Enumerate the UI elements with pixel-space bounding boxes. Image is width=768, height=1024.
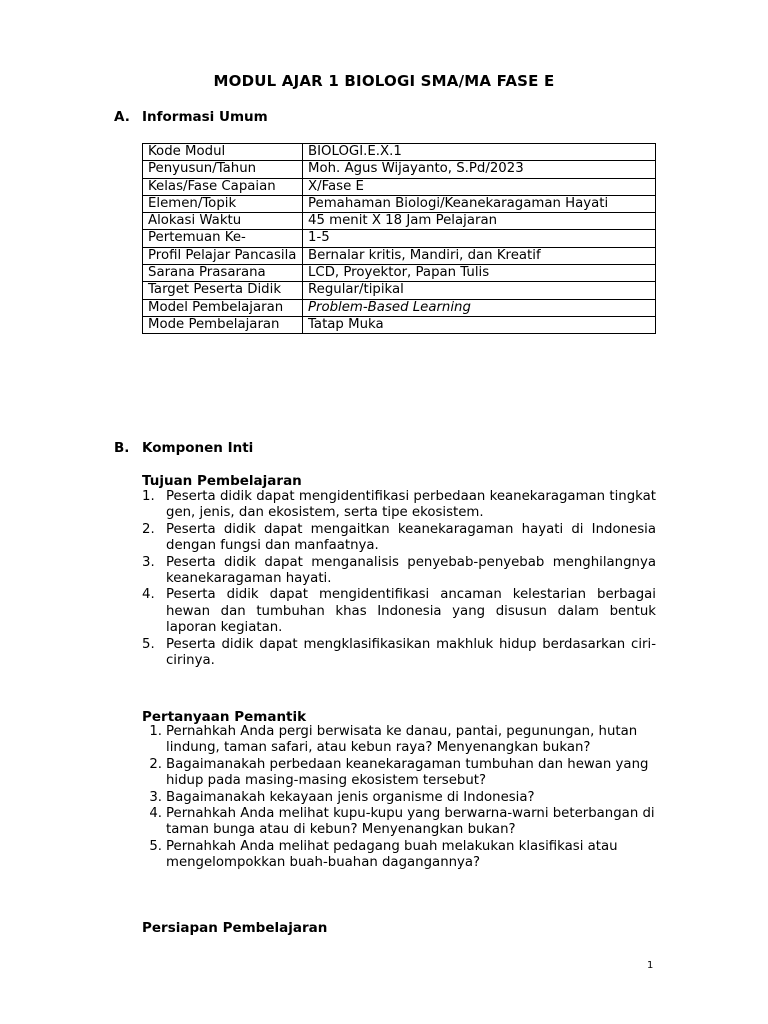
table-key: Pertemuan Ke- — [143, 230, 303, 247]
section-b-letter: B. — [114, 440, 130, 456]
table-key: Profil Pelajar Pancasila — [143, 247, 303, 264]
table-key: Mode Pembelajaran — [143, 316, 303, 333]
list-item-text: Peserta didik dapat mengidentifikasi perbedaan keanekaragaman tingkat gen, jenis, dan ekosistem, serta tipe ekosistem. — [166, 489, 656, 521]
table-row — [143, 265, 656, 282]
table-row — [143, 213, 656, 230]
list-item-text: Pernahkah Anda melihat pedagang buah melakukan klasifikasi atau mengelompokkan buah-buahan dagangannya? — [166, 838, 618, 871]
table-value: Moh. Agus Wijayanto, S.Pd/2023 — [303, 161, 656, 178]
pemantik-list — [142, 724, 656, 872]
table-key: Penyusun/Tahun — [143, 161, 303, 178]
table-value: Pemahaman Biologi/Keanekaragaman Hayati — [303, 195, 656, 212]
list-item: 4. Peserta didik dapat mengidentifikasi ancaman kelestarian berbagai hewan dan tumbuhan khas Indonesia yang disusun dalam bentuk laporan kegiatan. — [142, 587, 656, 636]
table-value: Bernalar kritis, Mandiri, dan Kreatif — [303, 247, 656, 264]
table-row — [143, 144, 656, 161]
table-value: BIOLOGI.E.X.1 — [303, 144, 656, 161]
table-key: Model Pembelajaran — [143, 299, 303, 316]
list-item-text: Bagaimanakah kekayaan jenis organisme di Indonesia? — [166, 789, 535, 805]
table-row — [143, 247, 656, 264]
list-item: 5. Pernahkah Anda melihat pedagang buah melakukan klasifikasi atau mengelompokkan buah-buahan dagangannya? — [149, 838, 618, 871]
list-item-text: Peserta didik dapat mengidentifikasi ancaman kelestarian berbagai hewan dan tumbuhan khas Indonesia yang disusun dalam bentuk laporan kegiatan. — [166, 587, 656, 636]
list-item: 1. Pernahkah Anda pergi berwisata ke danau, pantai, pegunungan, hutan lindung, taman safari, atau kebun raya? Menyenangkan bukan? — [149, 724, 638, 756]
section-a-heading — [114, 109, 268, 125]
table-value — [303, 299, 656, 316]
list-item-text: Pernahkah Anda pergi berwisata ke danau, pantai, pegunungan, hutan lindung, taman safari, atau kebun raya? Menyenangkan bukan? — [166, 724, 638, 756]
list-item-text: Peserta didik dapat mengaitkan keanekaragaman hayati di Indonesia dengan fungsi dan manfaatnya. — [166, 521, 656, 554]
table-row — [143, 230, 656, 247]
list-item: 1. Peserta didik dapat mengidentifikasi perbedaan keanekaragaman tingkat gen, jenis, dan ekosistem, serta tipe ekosistem. — [142, 489, 656, 521]
section-b-title: Komponen Inti — [142, 440, 254, 456]
list-item-text: Pernahkah Anda melihat kupu-kupu yang berwarna-warni beterbangan di taman bunga atau di kebun? Menyenangkan bukan? — [166, 806, 655, 838]
table-row — [143, 282, 656, 299]
table-value: Regular/tipikal — [303, 282, 656, 299]
table-row — [143, 195, 656, 212]
table-row — [143, 316, 656, 333]
table-value: LCD, Proyektor, Papan Tulis — [303, 265, 656, 282]
tujuan-heading: Tujuan Pembelajaran — [142, 473, 302, 489]
table-key: Elemen/Topik — [143, 195, 303, 212]
table-value: 45 menit X 18 Jam Pelajaran — [303, 213, 656, 230]
list-item: 5. Peserta didik dapat mengklasifikasikan makhluk hidup berdasarkan ciri-cirinya. — [142, 636, 656, 669]
list-item: 4. Pernahkah Anda melihat kupu-kupu yang berwarna-warni beterbangan di taman bunga atau di kebun? Menyenangkan bukan? — [149, 806, 655, 838]
list-item: 3. Bagaimanakah kekayaan jenis organisme di Indonesia? — [149, 789, 535, 805]
section-b-heading — [114, 440, 253, 456]
table-value: X/Fase E — [303, 178, 656, 195]
table-value-italic: Problem-Based Learning — [308, 299, 471, 315]
info-table — [142, 143, 656, 334]
table-row — [143, 299, 656, 316]
persiapan-heading: Persiapan Pembelajaran — [142, 920, 328, 936]
table-key: Kode Modul — [143, 144, 303, 161]
list-item: 2. Bagaimanakah perbedaan keanekaragaman tumbuhan dan hewan yang hidup pada masing-masing ekosistem tersebut? — [149, 756, 649, 789]
table-key: Target Peserta Didik — [143, 282, 303, 299]
table-key: Sarana Prasarana — [143, 265, 303, 282]
list-item: 3. Peserta didik dapat menganalisis penyebab-penyebab menghilangnya keanekaragaman hayati. — [142, 554, 656, 587]
list-item-text: Peserta didik dapat menganalisis penyebab-penyebab menghilangnya keanekaragaman hayati. — [166, 554, 656, 587]
section-a-title: Informasi Umum — [142, 109, 268, 125]
table-row — [143, 161, 656, 178]
page-number: 1 — [647, 960, 654, 971]
document-title: MODUL AJAR 1 BIOLOGI SMA/MA FASE E — [213, 72, 555, 90]
list-item: 2. Peserta didik dapat mengaitkan keanekaragaman hayati di Indonesia dengan fungsi dan manfaatnya. — [142, 521, 656, 554]
table-row — [143, 178, 656, 195]
table-key: Kelas/Fase Capaian — [143, 178, 303, 195]
list-item-text: Peserta didik dapat mengklasifikasikan makhluk hidup berdasarkan ciri-cirinya. — [166, 636, 656, 669]
list-item-text: Bagaimanakah perbedaan keanekaragaman tumbuhan dan hewan yang hidup pada masing-masing ekosistem tersebut? — [166, 756, 649, 789]
table-key: Alokasi Waktu — [143, 213, 303, 230]
table-value: Tatap Muka — [303, 316, 656, 333]
tujuan-list — [142, 489, 656, 669]
section-a-letter: A. — [114, 109, 130, 125]
table-value: 1-5 — [303, 230, 656, 247]
pemantik-heading: Pertanyaan Pemantik — [142, 709, 307, 725]
